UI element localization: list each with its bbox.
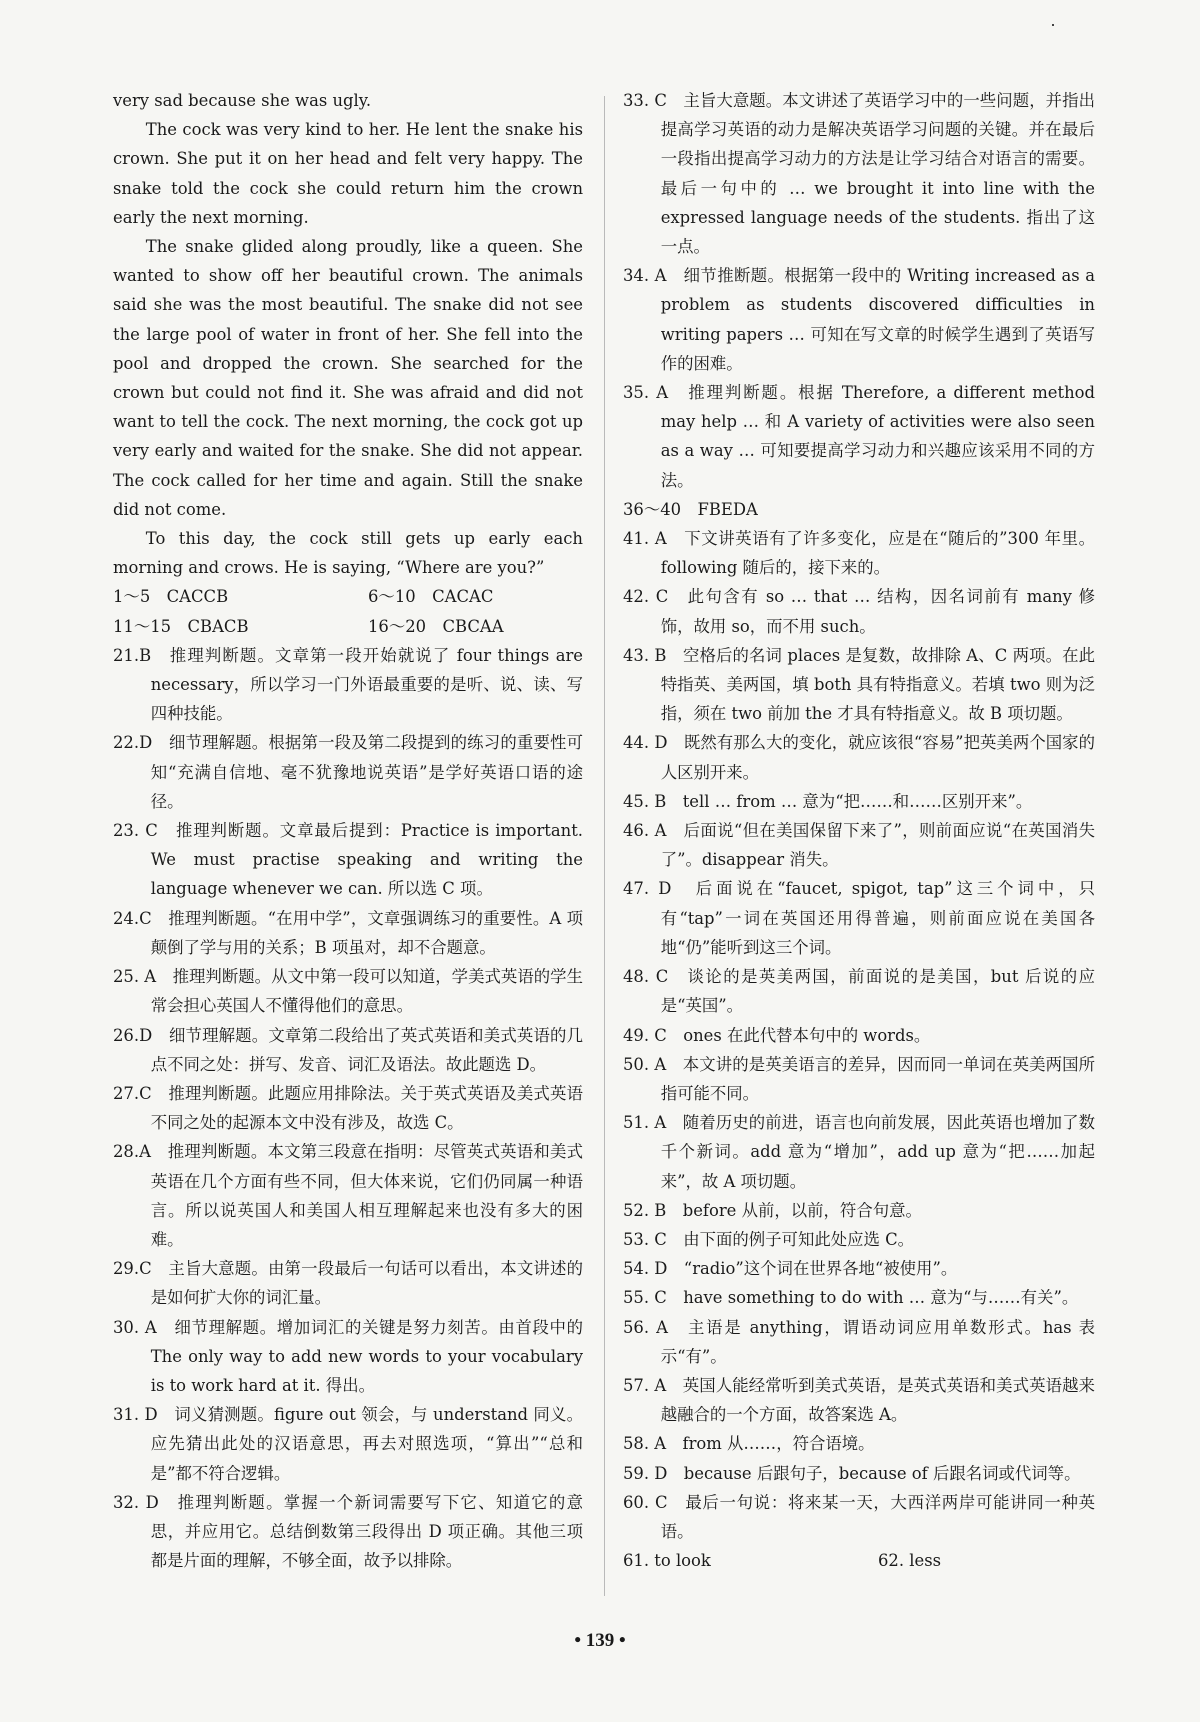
answer-explanation: 25. A 推理判断题。从文中第一段可以知道，学美式英语的学生常会担心英国人不懂得他们的意思。	[113, 967, 583, 1016]
answer-explanation: 60. C 最后一句说：将来某一天，大西洋两岸可能讲同一种英语。	[623, 1492, 1095, 1541]
left-column	[113, 86, 583, 1575]
answer-explanation: 55. C have something to do with … 意为“与……有关”。	[623, 1288, 1079, 1308]
answer-key: 1～5 CACCB	[113, 587, 229, 607]
answer-key: 61. to look	[623, 1551, 711, 1571]
answer-explanation: 57. A 英国人能经常听到美式英语，是英式英语和美式英语越来越融合的一个方面，故答案选 A。	[623, 1375, 1095, 1425]
answer-explanation: 56. A 主语是 anything，谓语动词应用单数形式。has 表示“有”。	[623, 1317, 1095, 1366]
answer-explanation: 26.D 细节理解题。文章第二段给出了英式英语和美式英语的几点不同之处：拼写、发音、词汇及语法。故此题选 D。	[113, 1025, 583, 1074]
story-paragraph: The snake glided along proudly, like a queen. She wanted to show off her beautiful crown. The animals said she was the most beautiful. The snake did not see the large pool of water in front of her. She fell into the pool and dropped the crown. She searched for the crown but could not find it. She was afraid and did not want to tell the cock. The next morning, the cock got up very early and waited for the snake. She did not appear. The cock called for her time and again. Still the snake did not come.	[113, 237, 583, 519]
answer-explanation: 47. D 后面说在“faucet, spigot, tap”这三个词中，只有“tap”一词在英国还用得普遍，则前面应说在美国各地“仍”能听到这三个词。	[623, 879, 1095, 957]
column-divider	[604, 96, 605, 1596]
answer-key-row	[113, 612, 583, 641]
answer-explanation: 44. D 既然有那么大的变化，就应该很“容易”把英美两个国家的人区别开来。	[623, 733, 1095, 782]
right-column	[623, 86, 1095, 1575]
answer-explanation: 51. A 随着历史的前进，语言也向前发展，因此英语也增加了数千个新词。add 意为“增加”，add up 意为“把……加起来”，故 A 项切题。	[623, 1113, 1095, 1191]
answer-explanation: 48. C 谈论的是英美两国，前面说的是美国，but 后说的应是“英国”。	[623, 967, 1095, 1016]
answer-explanation: 22.D 细节理解题。根据第一段及第二段提到的练习的重要性可知“充满自信地、毫不犹豫地说英语”是学好英语口语的途径。	[113, 733, 583, 811]
answer-key: 16～20 CBCAA	[368, 616, 504, 636]
answer-explanation: 50. A 本文讲的是英美语言的差异，因而同一单词在英美两国所指可能不同。	[623, 1054, 1095, 1103]
answer-explanation: 21.B 推理判断题。文章第一段开始就说了 four things are necessary，所以学习一门外语最重要的是听、说、读、写四种技能。	[113, 645, 583, 724]
answer-key: 6～10 CACAC	[368, 587, 494, 607]
answer-explanation: 32. D 推理判断题。掌握一个新词需要写下它、知道它的意思，并应用它。总结倒数第三段得出 D 项正确。其他三项都是片面的理解，不够全面，故予以排除。	[113, 1492, 583, 1571]
answer-explanation: 59. D because 后跟句子，because of 后跟名词或代词等。	[623, 1463, 1081, 1483]
answer-key-row	[113, 582, 583, 611]
answer-explanation: 58. A from 从……，符合语境。	[623, 1434, 875, 1454]
answer-explanation: 30. A 细节理解题。增加词汇的关键是努力刻苦。由首段中的 The only way to add new words to your vocabulary is to work hard at it. 得出。	[113, 1317, 583, 1395]
story-paragraph: The cock was very kind to her. He lent the snake his crown. She put it on her head and felt very happy. The snake told the cock she could return him the crown early the next morning.	[113, 120, 583, 227]
answer-key-row	[623, 1546, 1095, 1575]
answer-explanation: 49. C ones 在此代替本句中的 words。	[623, 1025, 931, 1045]
answer-explanation: 23. C 推理判断题。文章最后提到：Practice is important. We must practise speaking and writing the language whenever we can. 所以选 C 项。	[113, 821, 583, 899]
answer-explanation: 35. A 推理判断题。根据 Therefore, a different method may help … 和 A variety of activities were also seen as a way … 可知要提高学习动力和兴趣应该采用不同的方法。	[623, 383, 1095, 490]
page-number: • 139 •	[574, 1630, 626, 1651]
answer-explanation: 52. B before 从前，以前，符合句意。	[623, 1200, 922, 1220]
answer-key: 62. less	[878, 1551, 942, 1571]
answer-explanation: 24.C 推理判断题。“在用中学”，文章强调练习的重要性。A 项颠倒了学与用的关系；B 项虽对，却不合题意。	[113, 908, 583, 957]
answer-explanation: 54. D “radio”这个词在世界各地“被使用”。	[623, 1259, 958, 1279]
answer-explanation: 45. B tell … from … 意为“把……和……区别开来”。	[623, 791, 1033, 811]
answer-key: 11～15 CBACB	[113, 616, 249, 636]
answer-explanation: 33. C 主旨大意题。本文讲述了英语学习中的一些问题，并指出提高学习英语的动力是解决英语学习问题的关键。并在最后一段指出提高学习动力的方法是让学习结合对语言的需要。最后一句中的 … we brought it into line with the expressed language needs of the students. 指出了这一点。	[623, 91, 1095, 257]
answer-key: 36～40 FBEDA	[623, 499, 758, 519]
answer-explanation: 43. B 空格后的名词 places 是复数，故排除 A、C 两项。在此特指英、美两国，填 both 具有特指意义。若填 two 则为泛指，须在 two 前加 the 才具有特指意义。故 B 项切题。	[623, 645, 1095, 724]
answer-explanation: 42. C 此句含有 so … that … 结构，因名词前有 many 修饰，故用 so，而不用 such。	[623, 587, 1095, 636]
story-continuation: very sad because she was ugly.	[113, 91, 372, 110]
answer-explanation: 34. A 细节推断题。根据第一段中的 Writing increased as a problem as students discovered difficulties in writing papers … 可知在写文章的时候学生遇到了英语写作的困难。	[623, 266, 1095, 373]
answer-explanation: 28.A 推理判断题。本文第三段意在指明：尽管英式英语和美式英语在几个方面有些不同，但大体来说，它们仍同属一种语言。所以说英国人和美国人相互理解起来也没有多大的困难。	[113, 1142, 583, 1249]
answer-explanation: 41. A 下文讲英语有了许多变化，应是在“随后的”300 年里。following 随后的，接下来的。	[623, 529, 1095, 578]
answer-explanation: 27.C 推理判断题。此题应用排除法。关于英式英语及美式英语不同之处的起源本文中没有涉及，故选 C。	[113, 1083, 583, 1133]
answer-explanation: 46. A 后面说“但在美国保留下来了”，则前面应说“在英国消失了”。disappear 消失。	[623, 821, 1095, 870]
answer-explanation: 31. D 词义猜测题。figure out 领会，与 understand 同义。应先猜出此处的汉语意思，再去对照选项，“算出”“总和是”都不符合逻辑。	[113, 1405, 583, 1483]
corner-mark	[1052, 24, 1054, 26]
story-paragraph: To this day, the cock still gets up early each morning and crows. He is saying, “Where are you?”	[113, 529, 583, 578]
answer-explanation: 29.C 主旨大意题。由第一段最后一句话可以看出，本文讲述的是如何扩大你的词汇量。	[113, 1259, 583, 1308]
answer-explanation: 53. C 由下面的例子可知此处应选 C。	[623, 1229, 915, 1249]
